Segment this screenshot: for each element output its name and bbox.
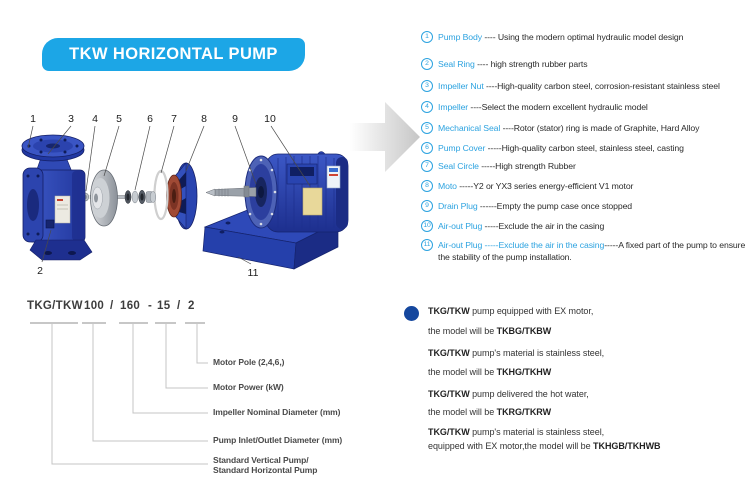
part-desc: ------Empty the pump case once stopped <box>477 201 633 211</box>
note-line: the model will be TKRG/TKRW <box>428 407 552 417</box>
part-desc: -----High-quality carbon steel, stainless steel, casting <box>485 143 684 153</box>
bullet-icon <box>404 306 419 321</box>
model-separator: - <box>148 300 153 312</box>
note-line: TKG/TKW pump delivered the hot water, <box>428 389 589 399</box>
part-name: Pump Body <box>438 32 483 42</box>
parts-list-item <box>421 200 632 212</box>
circled-number: 11 <box>421 239 433 251</box>
model-segment-power: 15 <box>157 300 171 312</box>
parts-list-item <box>421 58 587 70</box>
motor-illustration <box>245 152 348 233</box>
callout-10: 10 <box>264 113 276 125</box>
legend-label-impeller-dia: Impeller Nominal Diameter (mm) <box>213 407 341 417</box>
right-arrow-icon <box>350 102 420 172</box>
note-line: TKG/TKW pump's material is stainless steel, <box>428 348 605 358</box>
part-desc: ----Select the modern excellent hydraulic model <box>468 102 648 112</box>
part-desc: -----Y2 or YX3 series energy-efficient V1 motor <box>456 181 634 191</box>
legend-label-motor-power: Motor Power (kW) <box>213 382 284 392</box>
note-line: equipped with EX motor,the model will be TKHGB/TKHWB <box>428 441 661 451</box>
pump-body-illustration <box>22 135 92 260</box>
legend-label-standard-h: Standard Horizontal Pump <box>213 465 318 475</box>
part-desc: ---- high strength rubber parts <box>474 59 588 69</box>
parts-list-item <box>421 122 699 134</box>
circled-number: 6 <box>421 142 433 154</box>
callout-11: 11 <box>247 267 259 279</box>
part-name: Drain Plug <box>438 201 478 211</box>
parts-list-item <box>421 220 604 232</box>
callout-9: 9 <box>232 113 238 125</box>
part-desc: -----Exclude the air in the casing <box>482 221 605 231</box>
callout-6: 6 <box>147 113 153 125</box>
callout-5: 5 <box>116 113 122 125</box>
callout-1: 1 <box>30 113 36 125</box>
callout-7: 7 <box>171 113 177 125</box>
part-name: Seal Ring <box>438 59 475 69</box>
page-title: TKW HORIZONTAL PUMP <box>69 45 278 63</box>
circled-number: 8 <box>421 180 433 192</box>
shaft-illustration <box>206 186 256 197</box>
part-name: Impeller <box>438 102 469 112</box>
part-desc: ----Rotor (stator) ring is made of Graphite, Hard Alloy <box>500 123 700 133</box>
part-desc: ----High-quality carbon steel, corrosion-resistant stainless steel <box>483 81 720 91</box>
part-desc: -----A fixed part of the pump to ensure the stability of the pump installation. <box>438 240 746 262</box>
note-line: TKG/TKW pump's material is stainless steel, <box>428 427 605 437</box>
model-segment-impeller: 160 <box>120 300 141 312</box>
exploded-pump-diagram <box>0 95 430 290</box>
callout-2: 2 <box>37 265 43 277</box>
part-name: Air-out Plug -----Exclude the air in the casing <box>438 240 605 250</box>
note-line: the model will be TKHG/TKHW <box>428 367 552 377</box>
parts-list-item <box>421 80 720 92</box>
model-segment-pole: 2 <box>188 300 195 312</box>
circled-number: 9 <box>421 200 433 212</box>
part-name: Air-out Plug <box>438 221 483 231</box>
model-segment-series: TKG/TKW <box>27 300 83 312</box>
circled-number: 2 <box>421 58 433 70</box>
parts-list-item <box>421 160 576 172</box>
drain-plug-illustration <box>46 220 54 228</box>
title-banner <box>42 38 305 71</box>
circled-number: 3 <box>421 80 433 92</box>
model-separator: / <box>177 300 181 312</box>
circled-number: 5 <box>421 122 433 134</box>
pump-cover-illustration <box>167 163 198 229</box>
legend-label-standard-v: Standard Vertical Pump/ <box>213 455 309 465</box>
model-separator: / <box>110 300 114 312</box>
part-name: Moto <box>438 181 457 191</box>
model-segment-inlet: 100 <box>84 300 105 312</box>
parts-list-item <box>421 239 756 263</box>
legend-label-inlet-outlet: Pump Inlet/Outlet Diameter (mm) <box>213 435 343 445</box>
o-ring-illustration <box>155 171 168 219</box>
legend-connector-lines <box>0 290 400 490</box>
parts-list-item <box>421 101 648 113</box>
legend-label-motor-pole: Motor Pole (2,4,6,) <box>213 357 285 367</box>
circled-number: 1 <box>421 31 433 43</box>
part-name: Mechanical Seal <box>438 123 501 133</box>
part-name: Impeller Nut <box>438 81 484 91</box>
circled-number: 7 <box>421 160 433 172</box>
note-line: TKG/TKW pump equipped with EX motor, <box>428 306 594 316</box>
callout-3: 3 <box>68 113 74 125</box>
circled-number: 10 <box>421 220 433 232</box>
part-desc: ---- Using the modern optimal hydraulic model design <box>482 32 684 42</box>
parts-list-item <box>421 31 683 43</box>
circled-number: 4 <box>421 101 433 113</box>
parts-list-item <box>421 142 684 154</box>
callout-8: 8 <box>201 113 207 125</box>
parts-list-item <box>421 180 633 192</box>
part-name: Seal Circle <box>438 161 479 171</box>
callout-4: 4 <box>92 113 98 125</box>
note-line: the model will be TKBG/TKBW <box>428 326 552 336</box>
part-desc: -----High strength Rubber <box>478 161 576 171</box>
part-name: Pump Cover <box>438 143 486 153</box>
